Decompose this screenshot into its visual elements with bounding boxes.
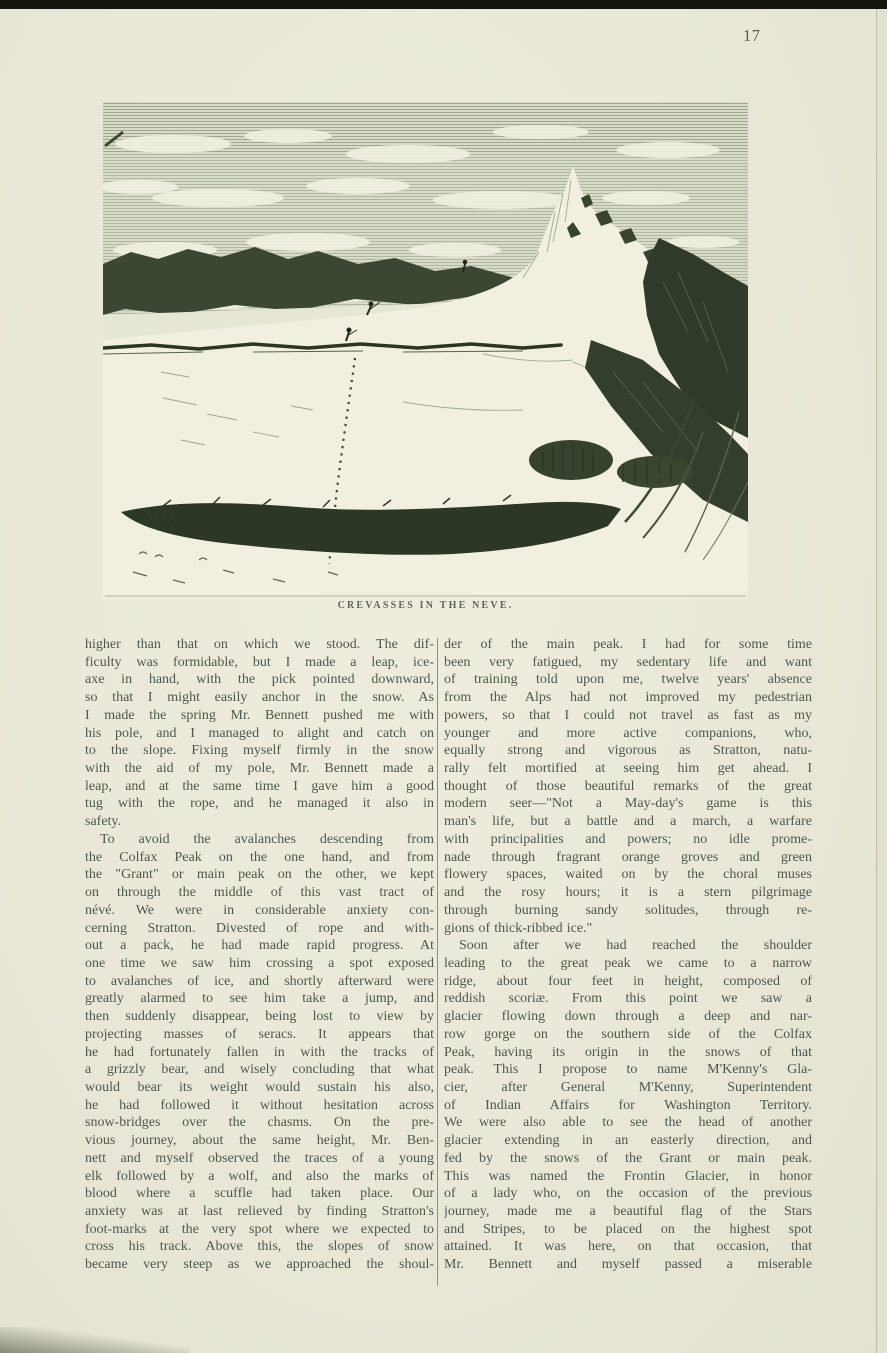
- text-line: with the aid of my pole, Mr. Bennett made a: [85, 761, 434, 777]
- text-line: fed by the snows of the Grant or main peak.: [444, 1150, 812, 1166]
- text-line: on through the middle of this vast tract of: [85, 885, 434, 901]
- text-line: of a lady who, on the occasion of the previous: [444, 1186, 812, 1202]
- text-line: man's life, but a battle and a march, a warfare: [444, 814, 812, 830]
- text-line: the Colfax Peak on the one hand, and from: [85, 849, 434, 865]
- text-line: thought of those beautiful remarks of the great: [444, 778, 812, 794]
- text-line: with principalities and powers; no idle prome-: [444, 831, 812, 847]
- text-line: attained. It was here, on that occasion, that: [444, 1239, 812, 1255]
- text-line: and the rosy hours; it is a stern pilgrimage: [444, 885, 812, 901]
- text-line: tug with the rope, and he managed it also in: [85, 796, 434, 812]
- text-line: to the slope. Fixing myself firmly in the snow: [85, 743, 434, 759]
- text-line: projecting masses of seracs. It appears that: [85, 1026, 434, 1042]
- text-line: younger and more active companions, who,: [444, 725, 812, 741]
- engraving-image: [103, 102, 748, 598]
- text-line: from the Alps had not improved my pedestrian: [444, 690, 812, 706]
- text-line: leading to the great peak we came to a narrow: [444, 955, 812, 971]
- text-line: so that I might easily anchor in the snow. As: [85, 690, 434, 706]
- scan-edge-top: [0, 0, 887, 9]
- text-line: equally strong and vigorous as Stratton, natu-: [444, 743, 812, 759]
- text-line: of Indian Affairs for Washington Territory.: [444, 1097, 812, 1113]
- text-line: higher than that on which we stood. The dif-: [85, 637, 434, 652]
- text-line: out a pack, he had made rapid progress. At: [85, 938, 434, 954]
- text-line: der of the main peak. I had for some time: [444, 637, 812, 652]
- text-line: powers, so that I could not travel as fast as my: [444, 707, 812, 723]
- page-edge-line: [876, 9, 877, 1353]
- text-line: became very steep as we approached the shoul-: [85, 1257, 434, 1273]
- page-number: 17: [743, 26, 761, 45]
- text-line: nade through fragrant orange groves and green: [444, 849, 812, 865]
- engraving-caption: CREVASSES IN THE NEVE.: [337, 600, 514, 611]
- text-line: vious journey, about the same height, Mr. Ben-: [85, 1133, 434, 1149]
- text-line: journey, made me a beautiful flag of the Stars: [444, 1204, 812, 1219]
- text-line: the "Grant" or main peak on the other, we kept: [85, 867, 434, 883]
- text-line: ficulty was formidable, but I made a leap, ice-: [85, 654, 434, 670]
- text-line: snow-bridges over the chasms. On the pre-: [85, 1115, 434, 1131]
- text-line: his pole, and I managed to alight and catch on: [85, 725, 434, 741]
- text-line: cier, after General M'Kenny, Superintendent: [444, 1079, 812, 1095]
- text-line: he had fortunately fallen in with the tracks of: [85, 1044, 434, 1060]
- text-line: leap, and at the same time I gave him a good: [85, 778, 434, 794]
- text-line: cross his track. Above this, the slopes of snow: [85, 1239, 434, 1255]
- column-divider: [437, 638, 438, 1286]
- text-line: anxiety was at last relieved by finding Stratton's: [85, 1204, 434, 1219]
- crevasses-engraving: [103, 102, 748, 598]
- text-line: glacier flowing down through a deep and nar-: [444, 1009, 812, 1025]
- text-line: To avoid the avalanches descending from: [100, 831, 434, 847]
- text-line: glacier extending in an easterly direction, and: [444, 1133, 812, 1149]
- text-line: through burning sandy solitudes, through re-: [444, 902, 812, 918]
- text-line: blood where a scuffle had taken place. Our: [85, 1186, 434, 1202]
- text-line: peak. This I propose to name M'Kenny's Gla-: [444, 1062, 812, 1078]
- text-line: This was named the Frontin Glacier, in honor: [444, 1168, 812, 1184]
- text-line: gions of thick-ribbed ice.": [444, 920, 593, 936]
- text-line: axe in hand, with the pick pointed downward,: [85, 672, 434, 688]
- text-line: névé. We were in considerable anxiety con-: [85, 902, 434, 918]
- text-line: Peak, having its origin in the snows of that: [444, 1044, 812, 1060]
- text-line: flowery spaces, waited on by the choral muses: [444, 867, 812, 883]
- text-line: row gorge on the southern side of the Colfax: [444, 1026, 812, 1042]
- page-edge-strip: [877, 9, 887, 1353]
- text-line: foot-marks at the very spot where we expected to: [85, 1221, 434, 1237]
- text-line: ridge, about four feet in height, composed of: [444, 973, 812, 989]
- left-column: [85, 636, 434, 1274]
- text-line: of training told upon me, twelve years' absence: [444, 672, 812, 688]
- text-line: safety.: [85, 814, 122, 830]
- text-line: reddish scoriæ. From this point we saw a: [444, 991, 812, 1007]
- text-line: to avalanches of ice, and shortly afterward were: [85, 973, 434, 989]
- text-line: Soon after we had reached the shoulder: [459, 938, 812, 954]
- text-line: a grizzly bear, and wisely concluding that what: [85, 1062, 434, 1078]
- right-column: [444, 636, 812, 1274]
- text-line: been very fatigued, my sedentary life and want: [444, 654, 812, 670]
- text-line: We were also able to see the head of another: [444, 1115, 812, 1131]
- gutter-shadow: [0, 1327, 190, 1353]
- text-line: greatly alarmed to see him take a jump, and: [85, 991, 434, 1007]
- text-line: modern seer—"Not a May-day's game is this: [444, 796, 812, 812]
- text-line: Mr. Bennett and myself passed a miserable: [444, 1257, 812, 1273]
- text-line: and Stripes, to be placed on the highest spot: [444, 1221, 812, 1237]
- text-line: one time we saw him crossing a spot exposed: [85, 955, 434, 971]
- text-line: nett and myself observed the traces of a young: [85, 1150, 434, 1166]
- text-line: he had followed it without hesitation across: [85, 1097, 434, 1113]
- text-line: rally felt mortified at seeing him get ahead. I: [444, 761, 812, 777]
- text-line: would bear its weight would sustain his also,: [85, 1079, 434, 1095]
- text-line: I made the spring Mr. Bennett pushed me with: [85, 707, 434, 723]
- text-line: then suddenly disappear, being lost to view by: [85, 1009, 434, 1025]
- text-line: elk followed by a wolf, and also the marks of: [85, 1168, 434, 1184]
- text-line: cerning Stratton. Divested of rope and with-: [85, 920, 434, 936]
